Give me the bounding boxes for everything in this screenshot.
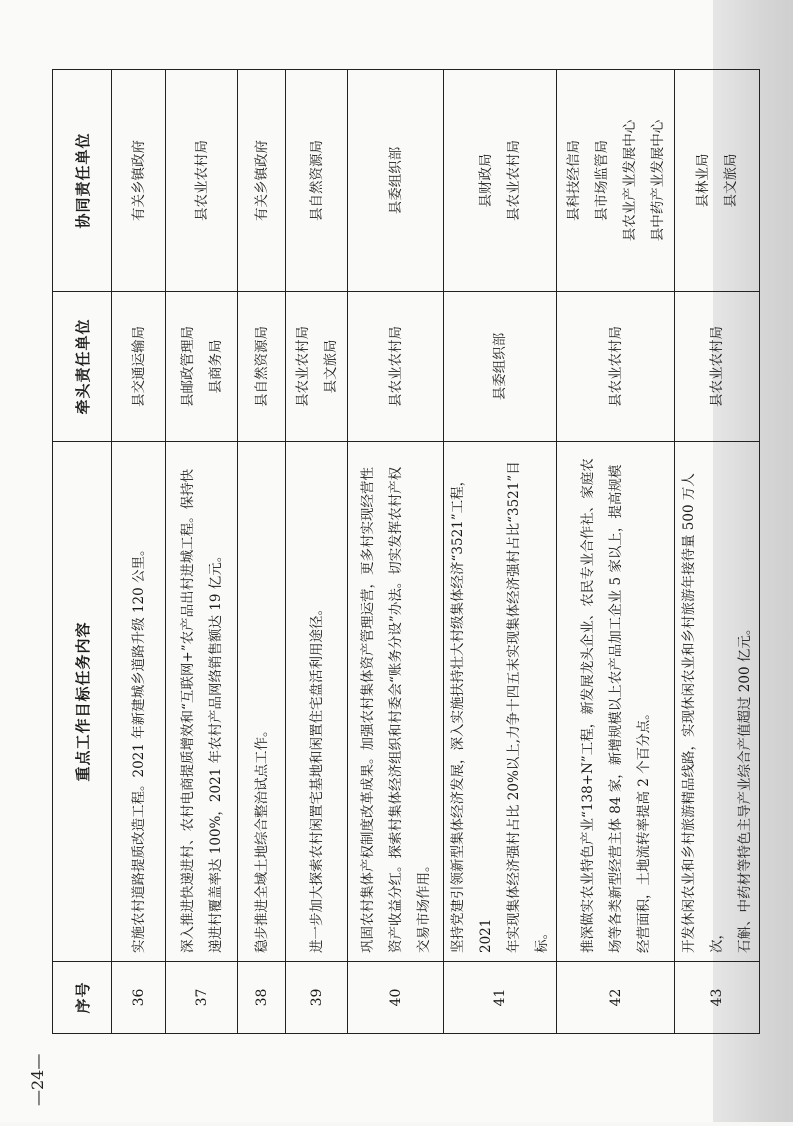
task-line: 经营面积，土地流转率提高 2 个百分点。 [635,706,652,953]
lead-unit: 县文旅局 [322,339,339,394]
row-task [557,442,675,962]
coop-unit: 县中药产业发展中心 [649,119,666,242]
task-line: 稳步推进全域土地综合整治试点工作。 [253,723,270,953]
table-body [112,70,760,1034]
table-row [286,70,348,1034]
row-num: 43 [675,962,760,1034]
row-coop [166,70,238,292]
coop-unit: 县农业农村局 [506,140,522,221]
lead-unit: 县交通运输局 [130,326,147,407]
row-num: 39 [286,962,348,1034]
task-line: 坚持党建引领新型集体经济发展，深入实施扶持壮大村级集体经济“3521”工程，2021 [450,472,494,953]
row-num: 37 [166,962,238,1034]
row-coop [675,70,760,292]
header-task: 重点工作目标任务内容 [53,442,112,962]
table-row [557,70,675,1034]
row-task [238,442,286,962]
row-num: 40 [348,962,444,1034]
task-table [52,69,760,1034]
coop-unit: 有关乡镇政府 [130,140,147,221]
row-num: 42 [557,962,675,1034]
row-task [112,442,166,962]
page-number [28,1046,52,1126]
coop-unit: 县农业产业发展中心 [621,119,638,242]
table-row [348,70,444,1034]
row-lead [238,292,286,442]
lead-unit: 县农业农村局 [709,326,725,407]
task-line: 递进村覆盖率达 100%，2021 年农村产品网络销售额达 19 亿元。 [207,548,224,953]
row-num: 38 [238,962,286,1034]
row-lead [444,292,557,442]
lead-unit: 县委组织部 [492,332,508,401]
task-line: 开发休闲农业和乡村旅游精品线路，实现休闲农业和乡村旅游年接待量 500 万人次， [681,473,725,953]
row-task [675,442,760,962]
coop-unit: 县市场监管局 [593,140,610,221]
row-coop [238,70,286,292]
header-lead: 牵头责任单位 [53,292,112,442]
coop-unit: 县财政局 [478,153,494,208]
row-coop [348,70,444,292]
task-line: 场等各类新型经营主体 84 家，新增规模以上农产品加工企业 5 家以上，提高规模 [607,464,624,953]
task-line: 深入推进快递进村、农村电商提质增效和“互联网+”农产品出村进城工程。保持快 [179,468,196,953]
coop-unit: 县自然资源局 [308,140,325,221]
table-row [112,70,166,1034]
lead-unit: 县自然资源局 [253,326,270,407]
row-lead [166,292,238,442]
table-row [675,70,760,1034]
task-line: 进一步加大探索农村闲置宅基地和闲置住宅盘活利用途径。 [308,602,325,953]
coop-unit: 县科技经信局 [565,140,582,221]
lead-unit: 县农业农村局 [387,326,404,407]
lead-unit: 县农业农村局 [294,326,311,407]
task-line: 资产收益分红。探索村集体经济组织和村委会“账务分设”办法。切实发挥农村产权 [387,466,404,953]
table-row [166,70,238,1034]
rotated-table-wrapper [52,70,753,1034]
task-line: 交易市场作用。 [415,858,432,953]
header-num: 序号 [53,962,112,1034]
coop-unit: 县农业农村局 [193,140,210,221]
lead-unit: 县邮政管理局 [179,326,196,407]
table-row [444,70,557,1034]
lead-unit: 县农业农村局 [607,326,624,407]
page-number-text: —24— [28,1053,47,1106]
header-coop: 协同责任单位 [53,70,112,292]
row-coop [444,70,557,292]
row-num: 41 [444,962,557,1034]
row-coop [112,70,166,292]
row-lead [675,292,760,442]
task-line: 实施农村道路提质改造工程。2021 年新建城乡道路升级 120 公里。 [130,542,147,953]
row-task [286,442,348,962]
row-lead [348,292,444,442]
task-line: 巩固农村集体产权制度改革成果。加强农村集体资产管理运营，更多村实现经营性 [359,467,376,953]
task-line: 石斛、中药材等特色主导产业综合产值超过 200 亿元。 [737,621,753,953]
row-task [444,442,557,962]
table-header-row [53,70,112,1034]
coop-unit: 县林业局 [695,153,711,208]
row-coop [557,70,675,292]
row-num: 36 [112,962,166,1034]
table-row [238,70,286,1034]
task-line: 推深做实农业特色产业“138+N”工程，新发展龙头企业、农民专业合作社、家庭农 [579,458,596,953]
coop-unit: 县文旅局 [723,153,739,208]
row-lead [286,292,348,442]
row-lead [112,292,166,442]
coop-unit: 县委组织部 [387,146,404,215]
row-lead [557,292,675,442]
lead-unit: 县商务局 [207,339,224,394]
task-line: 年实现集体经济强村占比 20%以上,力争十四五末实现集体经济强村占比“3521”目标。 [506,461,550,953]
row-task [348,442,444,962]
row-coop [286,70,348,292]
coop-unit: 有关乡镇政府 [253,140,270,221]
row-task [166,442,238,962]
